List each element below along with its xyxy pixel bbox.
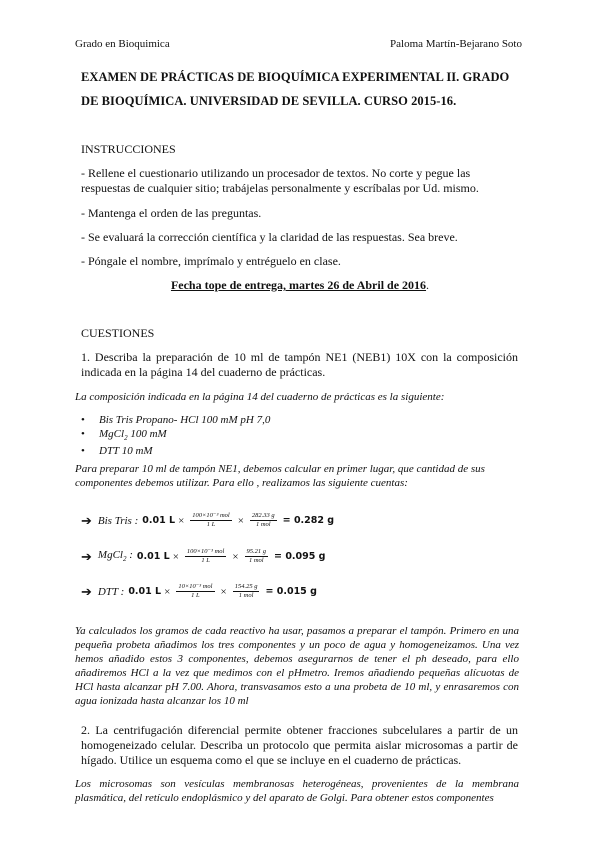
numerator: 95.21 g [246, 548, 267, 555]
mgcl-subscript: 2 [124, 433, 128, 442]
eq-quantity: 0.01 L [142, 515, 176, 526]
answer-1-procedure: Ya calculados los gramos de cada reactivo ha usar, pasamos a preparar el tampón. Primero en una pequeña probeta añadimos los tres componentes y un poco de agua y homogeneizamos. Una vez hemos añadido estos 3 componentes, debemos asegurarnos de tener el ph deseado, para ello añadiremos HCl a la vez que medimos con el pHmetro. Iremos añadiendo pequeñas alícuotas de HCl hasta alcanzar pH 7.00. Ahora, transvasamos esto a una probeta de 10 ml, y enrasaremos con agua ionizada hasta alcanzar los 10 ml [75, 625, 519, 707]
list-item: • DTT 10 mM [75, 445, 270, 459]
times-sign: × [172, 550, 179, 563]
answer-1-calc-intro: Para preparar 10 ml de tampón NE1, debemos calcular en primer lugar, que cantidad de sus componentes debemos utilizar. Para ello , realizamos las siguiente cuentas: [75, 463, 485, 489]
eq-label-text: MgCl [97, 549, 123, 562]
eq-label-subscript: 2 [122, 555, 127, 564]
answer-2: Los microsomas son vesículas membranosas heterogéneas, provenientes de la membrana plasmática, del retículo endoplásmico y del aparato de Golgi. Para obtener estos componentes [75, 778, 519, 804]
fraction [233, 583, 260, 600]
denominator: 1 mol [255, 521, 271, 528]
header-left: Grado en Bioquimica [75, 38, 170, 50]
list-item [75, 428, 270, 446]
deadline-text: Fecha tope de entrega, martes 26 de Abril de 2016 [170, 278, 427, 292]
mgcl-text: MgCl [99, 427, 125, 440]
denominator: 1 mol [248, 557, 264, 564]
fraction [190, 512, 231, 529]
eq-result: = 0.095 g [274, 551, 326, 562]
times-sign: × [220, 585, 227, 598]
instructions-heading: INSTRUCCIONES [81, 142, 176, 156]
answer-1-intro: La composición indicada en la página 14 del cuaderno de prácticas es la siguiente: [75, 391, 445, 403]
eq-quantity: 0.01 L [128, 586, 162, 597]
numerator: 100×10⁻³ mol [192, 512, 230, 519]
times-sign: × [178, 514, 185, 527]
arrow-icon: ➔ [81, 583, 92, 599]
mgcl-conc: 100 mM [127, 427, 167, 440]
deadline [0, 278, 600, 293]
equation-bis-tris [81, 512, 334, 529]
fraction [250, 512, 277, 529]
eq-label-end: : [126, 549, 133, 562]
exam-title-line2: DE BIOQUÍMICA. UNIVERSIDAD DE SEVILLA. CURSO 2015-16. [81, 94, 457, 108]
question-2: 2. La centrifugación diferencial permite obtener fracciones subcelulares a partir de un homogeneizado celular. Describa un protocolo que permita aislar microsomas a partir de hígado. Utilice un esquema como el que se incluye en el cuaderno de prácticas. [81, 723, 518, 767]
deadline-end: . [426, 278, 430, 292]
arrow-icon: ➔ [81, 512, 92, 528]
fraction [176, 583, 214, 600]
fraction [245, 548, 269, 565]
denominator: 1 L [201, 557, 210, 564]
numerator: 282.33 g [251, 512, 275, 519]
eq-label: DTT : [97, 585, 125, 598]
questions-heading: CUESTIONES [81, 326, 155, 340]
eq-quantity: 0.01 L [136, 551, 170, 562]
times-sign: × [164, 585, 171, 598]
arrow-icon: ➔ [81, 548, 92, 564]
fraction [185, 548, 226, 565]
instruction-item-3: - Se evaluará la corrección científica y la claridad de las respuestas. Sea breve. [81, 230, 458, 244]
question-1: 1. Describa la preparación de 10 ml de tampón NE1 (NEB1) 10X con la composición indicada en la página 14 del cuaderno de prácticas. [81, 350, 518, 379]
instruction-item-2: - Mantenga el orden de las preguntas. [81, 206, 262, 220]
eq-label [98, 549, 133, 563]
eq-label: Bis Tris : [97, 514, 139, 527]
equation-dtt [81, 583, 317, 600]
exam-title-line1: EXAMEN DE PRÁCTICAS DE BIOQUÍMICA EXPERIMENTAL II. GRADO [81, 70, 510, 84]
denominator: 1 L [191, 592, 200, 599]
denominator: 1 L [206, 521, 216, 528]
list-item: • Bis Tris Propano- HCl 100 mM pH 7,0 [75, 414, 270, 428]
equation-mgcl2 [81, 548, 325, 565]
times-sign: × [232, 550, 239, 563]
eq-result: = 0.282 g [282, 515, 335, 526]
header-right: Paloma Martín-Bejarano Soto [390, 38, 522, 50]
numerator: 154.25 g [234, 583, 258, 590]
numerator: 100×10⁻³ mol [186, 548, 225, 555]
denominator: 1 mol [238, 592, 254, 599]
times-sign: × [237, 514, 244, 527]
numerator: 10×10⁻³ mol [178, 583, 213, 590]
composition-list [75, 414, 270, 459]
instruction-item-1: - Rellene el cuestionario utilizando un procesador de textos. No corte y pegue las respuestas de cualquier sitio; trabájelas personalmente y escríbalas por Ud. mismo. [81, 166, 479, 195]
eq-result: = 0.015 g [265, 586, 317, 597]
instruction-item-4: - Póngale el nombre, imprímalo y entréguelo en clase. [81, 254, 341, 268]
